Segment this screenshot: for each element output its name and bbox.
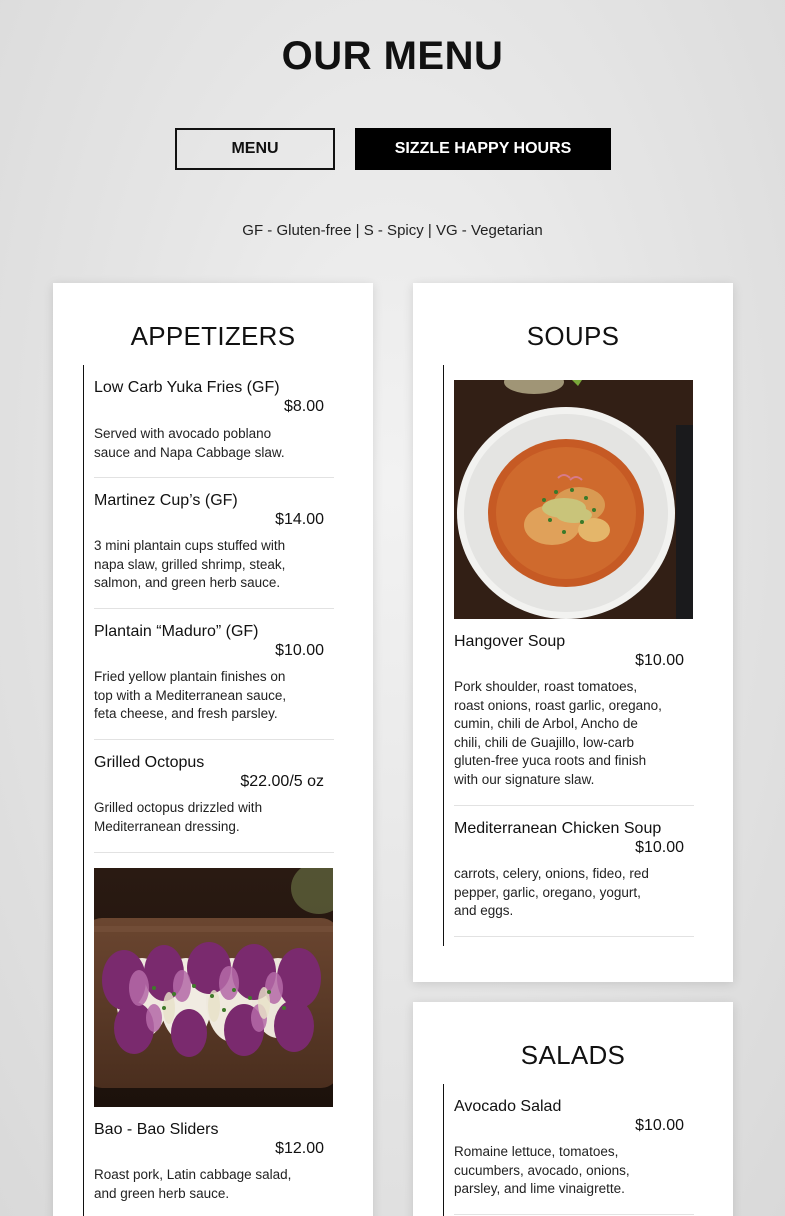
item-description: carrots, celery, onions, fideo, red pepper, garlic, oregano, yogurt, and eggs. [454,866,649,919]
item-description: Romaine lettuce, tomatoes, cucumbers, avocado, onions, parsley, and lime vinaigrette. [454,1144,630,1197]
appetizers-card [53,283,373,1216]
item-name: Hangover Soup [454,633,566,650]
item-name: Plantain “Maduro” (GF) [94,623,259,640]
item-divider [94,852,334,853]
item-description: 3 mini plantain cups stuffed with napa slaw, grilled shrimp, steak, salmon, and green herb sauce. [94,538,286,591]
item-name: Martinez Cup’s (GF) [94,492,238,509]
item-price: $12.00 [275,1140,324,1157]
item-divider [454,1214,694,1215]
page-title: OUR MENU [281,34,504,78]
dietary-legend: GF - Gluten-free | S - Spicy | VG - Vegetarian [242,222,543,239]
item-price: $22.00/5 oz [240,773,324,790]
bao-sliders-photo [94,868,333,1107]
item-name: Grilled Octopus [94,754,205,771]
item-divider [454,936,694,937]
item-name: Bao - Bao Sliders [94,1121,219,1138]
item-description: Grilled octopus drizzled with Mediterranean dressing. [94,800,263,834]
item-price: $10.00 [275,642,324,659]
appetizers-title: APPETIZERS [130,321,296,351]
item-description: Fried yellow plantain finishes on top with a Mediterranean sauce, feta cheese, and fresh parsley. [94,669,287,722]
soup-bowl-photo [454,380,693,619]
item-name: Avocado Salad [454,1098,562,1115]
salads-card [413,1002,733,1216]
item-price: $10.00 [635,652,684,669]
item-description: Pork shoulder, roast tomatoes, roast onions, roast garlic, oregano, cumin, chili de Arbol, Ancho de chili, chili de Guajillo, low-carb gluten-free yuca roots and finish with our signature slaw. [454,679,662,787]
salads-divider-line [443,1084,444,1216]
soups-card [413,283,733,982]
item-price: $8.00 [283,398,324,415]
item-description: Roast pork, Latin cabbage salad, and green herb sauce. [94,1167,292,1201]
item-name: Mediterranean Chicken Soup [454,820,662,837]
tab-menu[interactable]: MENU [175,128,335,170]
soups-title: SOUPS [526,321,620,351]
item-divider [94,477,334,478]
item-divider [94,608,334,609]
salads-title: SALADS [520,1040,626,1070]
item-price: $14.00 [275,511,324,528]
tab-sizzle-happy-hours[interactable]: SIZZLE HAPPY HOURS [355,128,611,170]
item-divider [94,739,334,740]
appetizers-divider-line [83,365,84,1216]
item-divider [454,805,694,806]
soups-divider-line [443,365,444,946]
item-price: $10.00 [635,839,684,856]
item-description: Served with avocado poblano sauce and Napa Cabbage slaw. [94,426,285,460]
item-name: Low Carb Yuka Fries (GF) [94,379,280,396]
item-price: $10.00 [635,1117,684,1134]
